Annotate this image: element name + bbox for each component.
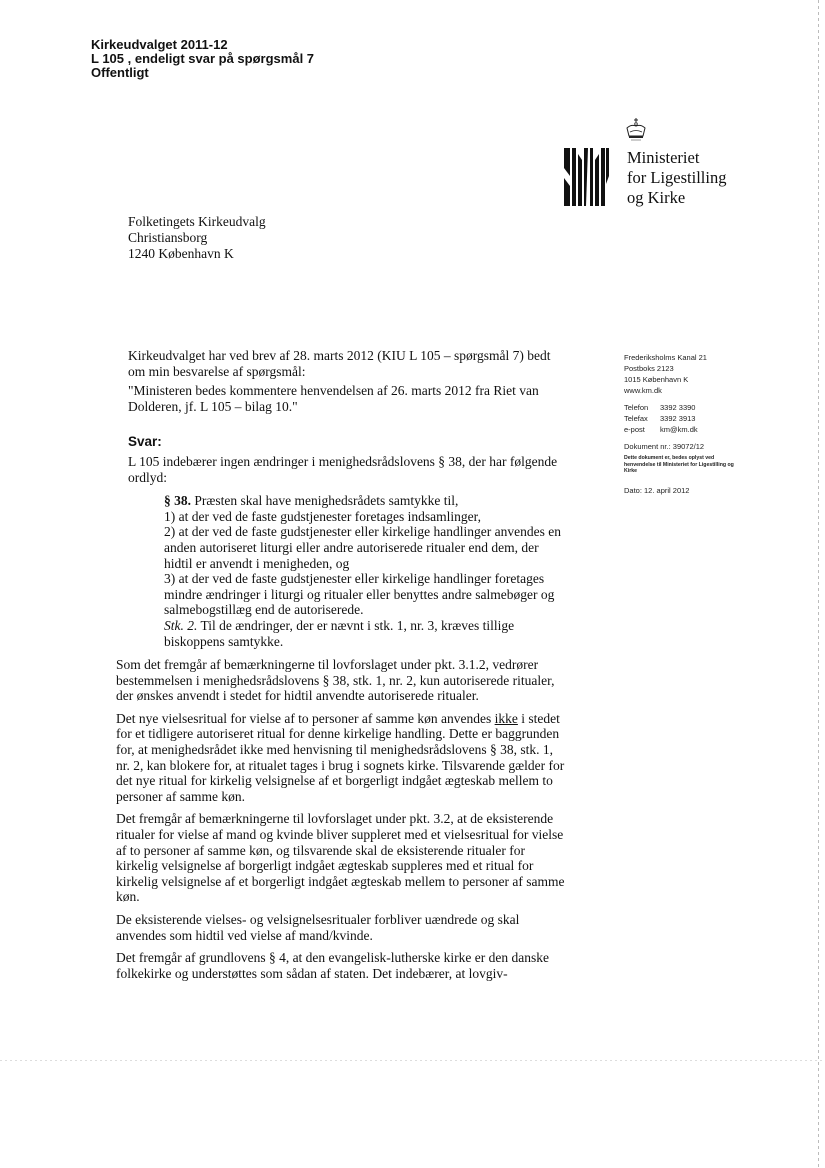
email-value[interactable]: km@km.dk <box>660 425 698 434</box>
ministry-name-line2: for Ligestilling <box>627 168 727 187</box>
crown-icon <box>622 116 650 144</box>
sender-city: 1015 København K <box>624 375 689 384</box>
letter-question: "Ministeren bedes kommentere henvendelsen af 26. marts 2012 fra Riet van Dolderen, jf. L 105 – bilag 10." <box>128 383 539 414</box>
recipient-street: Christiansborg <box>128 230 208 245</box>
stamp-status: Offentligt <box>91 65 149 80</box>
law-quote <box>116 493 568 649</box>
quote-stk-2 <box>164 618 568 649</box>
ministry-logo-icon <box>562 146 610 208</box>
p3-underlined: ikke <box>494 710 518 726</box>
ministry-name-line1: Ministeriet <box>627 148 700 167</box>
sender-postbox: Postboks 2123 <box>624 364 674 373</box>
p3-part-b: i stedet for et tidligere autoriseret ritual for denne kirkelige handling. Dette er baggrunden for, at menighedsrådet ikke med henvisning til menighedsrådslovens § 38, stk. 1, nr. 2, kan blokere for, at ritualet tages i brug i sognets kirke. Tilsvarende gælder for det nye ritual for kirkelig velsignelse af et borgerligt indgået ægteskab mellem to personer af samme køn. <box>116 710 565 804</box>
quote-item-2: 2) at der ved de faste gudstjenester eller kirkelige handlinger anvendes en anden autoriseret liturgi eller andre autoriserede ritualer end dem, der hidtil er anvendt i menigheden, og <box>164 524 561 571</box>
quote-intro <box>164 493 568 509</box>
sender-website-link[interactable]: www.km.dk <box>624 386 662 395</box>
quote-intro-text: Præsten skal have menighedsrådets samtykke til, <box>191 493 459 509</box>
document-note: Dette dokument er, bedes oplyst ved henvendelse til Ministeriet for Ligestilling og Kirke <box>624 455 734 474</box>
quote-stk-text: Til de ændringer, der er nævnt i stk. 1, nr. 3, kræves tillige biskoppens samtykke. <box>164 617 515 649</box>
letter-body <box>116 348 568 988</box>
recipient-address <box>128 214 266 262</box>
answer-paragraph-6: Det fremgår af grundlovens § 4, at den evangelisk-lutherske kirke er den danske folkekirke og understøttes som sådan af staten. Det indebærer, at lovgiv- <box>116 950 549 981</box>
fax-value: 3392 3913 <box>660 414 696 423</box>
answer-heading: Svar: <box>128 434 162 450</box>
document-number: Dokument nr.: 39072/12 <box>624 442 705 451</box>
p3-part-a: Det nye vielsesritual for vielse af to personer af samme køn anvendes <box>116 710 495 726</box>
quote-item-3: 3) at der ved de faste gudstjenester eller kirkelige handlinger foretages mindre ændringer i liturgi og ritualer eller benyttes andre salmebøger og salmebogstillæg end de autoriserede. <box>164 571 555 618</box>
fax-label: Telefax <box>624 414 648 423</box>
scan-artifact-line <box>0 1060 825 1061</box>
sender-phone <box>624 402 749 413</box>
phone-value: 3392 3390 <box>660 403 696 412</box>
answer-paragraph-4: Det fremgår af bemærkningerne til lovforslaget under pkt. 3.2, at de eksisterende ritualer for vielse af mand og kvinde bliver suppleret med et vielsesritual for vielse af to personer af samme køn, og tilsvarende skal de eksisterende ritualer for kirkelig velsignelse af borgerligt indgået ægteskab suppleres med et ritual for kirkelig velsignelse af et borgerligt indgået ægteskab mellem to personer af samme køn. <box>116 811 565 905</box>
stamp-reference: L 105 , endeligt svar på spørgsmål 7 <box>91 51 315 66</box>
answer-paragraph-1: L 105 indebærer ingen ændringer i menighedsrådslovens § 38, der har følgende ordlyd: <box>128 453 558 485</box>
recipient-name: Folketingets Kirkeudvalg <box>128 214 266 229</box>
ministry-name <box>627 148 726 208</box>
stamp-committee: Kirkeudvalget 2011-12 <box>91 37 228 52</box>
email-label: e-post <box>624 425 645 434</box>
quote-stk-label: Stk. 2. <box>164 617 198 633</box>
sender-street: Frederiksholms Kanal 21 <box>624 353 707 362</box>
letter-intro: Kirkeudvalget har ved brev af 28. marts 2012 (KIU L 105 – spørgsmål 7) bedt om min besvarelse af spørgsmål: <box>128 348 551 379</box>
sender-fax <box>624 413 749 424</box>
archive-stamp <box>91 38 314 80</box>
quote-item-1: 1) at der ved de faste gudstjenester foretages indsamlinger, <box>164 508 481 524</box>
quote-section-number: § 38. <box>164 493 191 509</box>
phone-label: Telefon <box>624 403 649 412</box>
answer-paragraph-5: De eksisterende vielses- og velsignelsesritualer forbliver uændrede og skal anvendes som hidtil ved vielse af mand/kvinde. <box>116 912 520 943</box>
answer-paragraph-2: Som det fremgår af bemærkningerne til lovforslaget under pkt. 3.1.2, vedrører bestemmelsen i menighedsrådslovens § 38, stk. 1, nr. 2, kun autoriserede ritualer, der ønskes anvendt i stedet for hidtil anvendte autoriserede ritualer. <box>116 657 555 704</box>
recipient-city: 1240 København K <box>128 246 234 261</box>
document-date: Dato: 12. april 2012 <box>624 485 690 495</box>
ministry-name-line3: og Kirke <box>627 188 686 207</box>
sender-email <box>624 424 749 435</box>
scan-edge-line <box>818 0 819 1168</box>
answer-paragraph-3 <box>116 711 568 805</box>
sender-details <box>624 352 749 496</box>
